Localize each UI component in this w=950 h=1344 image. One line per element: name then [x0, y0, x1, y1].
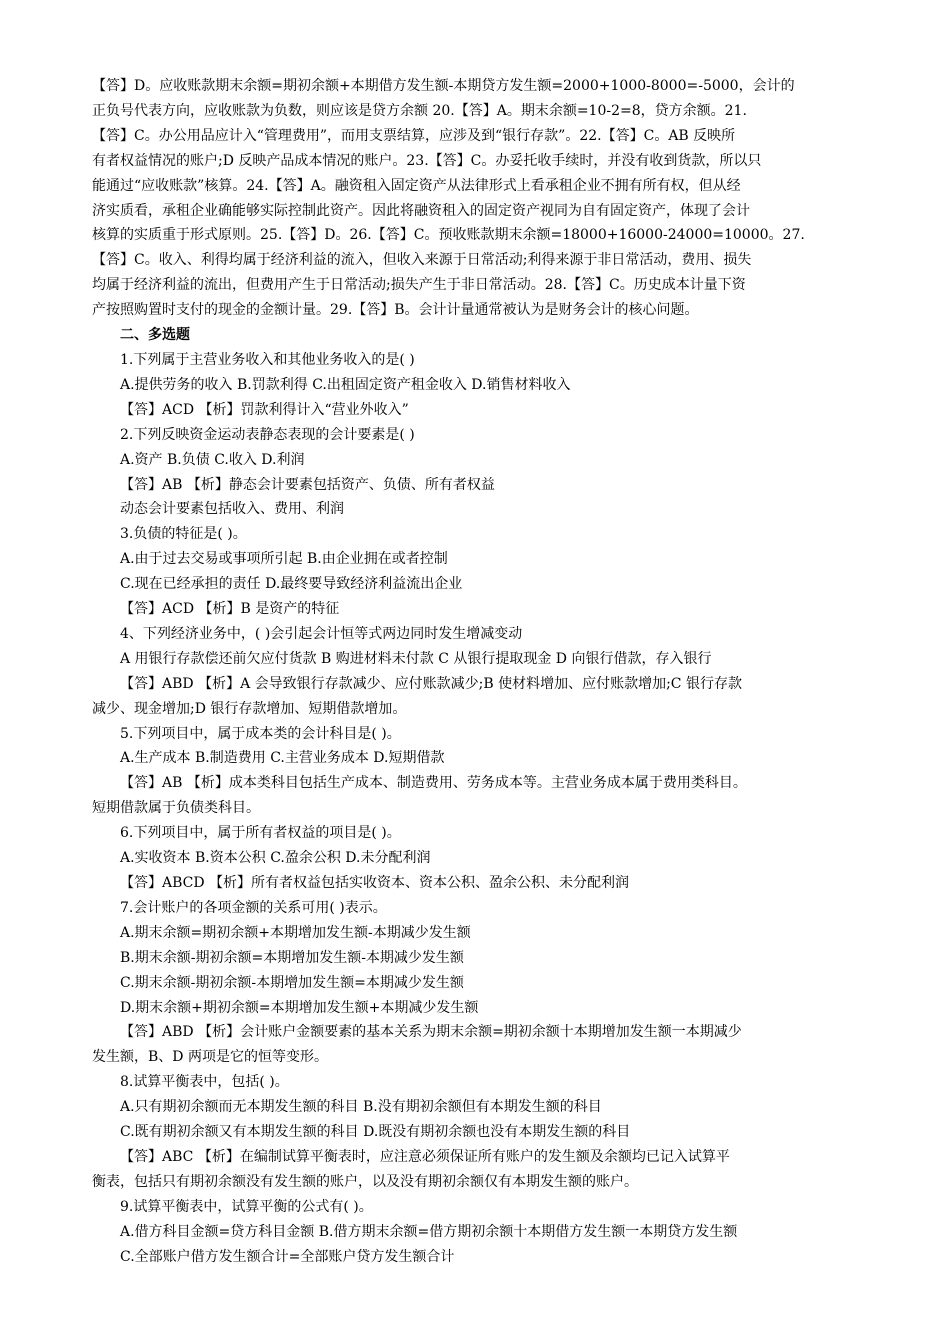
text-line: B.期末余额-期初余额=本期增加发生额-本期减少发生额 [120, 949, 464, 966]
text-line: A.只有期初余额而无本期发生额的科目 B.没有期初余额但有本期发生额的科目 [120, 1099, 602, 1116]
text-line: 发生额，B、D 两项是它的恒等变形。 [92, 1049, 328, 1066]
text-line: C.期末余额-期初余额-本期增加发生额=本期减少发生额 [120, 974, 464, 991]
text-line: C.既有期初余额又有本期发生额的科目 D.既没有期初余额也没有本期发生额的科目 [120, 1124, 631, 1141]
text-line: 正负号代表方向，应收账款为负数，则应该是贷方余额 20.【答】A。期末余额=10-2=8，贷方余额。21. [92, 102, 747, 119]
text-line: 3.负债的特征是( )。 [120, 526, 247, 543]
text-line: 1.下列属于主营业务收入和其他业务收入的是( ) [120, 351, 415, 368]
text-line: 能通过“应收账款”核算。24.【答】A。融资租入固定资产从法律形式上看承租企业不拥有所有权，但从经 [92, 177, 741, 194]
text-line: 4、下列经济业务中，( )会引起会计恒等式两边同时发生增减变动 [120, 625, 523, 642]
text-line: 【答】C。收入、利得均属于经济利益的流入，但收入来源于日常活动;利得来源于非日常活动，费用、损失 [92, 252, 752, 269]
text-line: 动态会计要素包括收入、费用、利润 [120, 501, 344, 518]
text-line: 【答】ABCD 【析】所有者权益包括实收资本、资本公积、盈余公积、未分配利润 [120, 875, 630, 891]
text-line: 【答】ABD 【析】会计账户金额要素的基本关系为期末余额=期初余额十本期增加发生额一本期减少 [120, 1024, 742, 1041]
text-line: 【答】ACD 【析】罚款利得计入“营业外收入” [120, 401, 409, 418]
text-line: 短期借款属于负债类科目。 [92, 800, 260, 817]
text-line: A.提供劳务的收入 B.罚款利得 C.出租固定资产租金收入 D.销售材料收入 [120, 376, 571, 393]
text-line: A.借方科目金额=贷方科目金额 B.借方期末余额=借方期初余额十本期借方发生额一本期贷方发生额 [120, 1223, 738, 1240]
text-line: 【答】AB 【析】静态会计要素包括资产、负债、所有者权益 [120, 476, 495, 493]
text-line: A.由于过去交易或事项所引起 B.由企业拥在或者控制 [120, 551, 448, 568]
text-line: 2.下列反映资金运动表静态表现的会计要素是( ) [120, 426, 415, 443]
text-line: C.现在已经承担的责任 D.最终要导致经济利益流出企业 [120, 576, 463, 593]
text-line: 核算的实质重于形式原则。25.【答】D。26.【答】C。预收账款期末余额=18000+16000-24000=10000。27. [92, 227, 805, 244]
text-line: A.生产成本 B.制造费用 C.主营业务成本 D.短期借款 [120, 750, 445, 767]
text-line: 9.试算平衡表中，试算平衡的公式有( )。 [120, 1198, 373, 1215]
text-line: 6.下列项目中，属于所有者权益的项目是( )。 [120, 825, 401, 842]
text-line: A 用银行存款偿还前欠应付货款 B 购进材料未付款 C 从银行提取现金 D 向银行借款，存入银行 [120, 650, 712, 667]
text-line: D.期末余额+期初余额=本期增加发生额+本期减少发生额 [120, 999, 479, 1016]
text-line: 均属于经济利益的流出，但费用产生于日常活动;损失产生于非日常活动。28.【答】C。历史成本计量下资 [92, 277, 746, 294]
text-line: 【答】ACD 【析】B 是资产的特征 [120, 601, 340, 618]
text-line: A.实收资本 B.资本公积 C.盈余公积 D.未分配利润 [120, 850, 431, 867]
text-line: C.全部账户借方发生额合计=全部账户贷方发生额合计 [120, 1248, 455, 1265]
text-line: 有者权益情况的账户;D 反映产品成本情况的账户。23.【答】C。办妥托收手续时，并没有收到货款，所以只 [92, 152, 762, 169]
text-line: 【答】AB 【析】成本类科目包括生产成本、制造费用、劳务成本等。主营业务成本属于费用类科目。 [120, 775, 747, 792]
text-line: A.资产 B.负债 C.收入 D.利润 [120, 451, 305, 468]
text-line: 【答】ABD 【析】A 会导致银行存款减少、应付账款减少;B 使材料增加、应付账款增加;C 银行存款 [120, 675, 742, 692]
text-line: 减少、现金增加;D 银行存款增加、短期借款增加。 [92, 700, 407, 717]
text-line: 5.下列项目中，属于成本类的会计科目是( )。 [120, 725, 401, 742]
text-line: 【答】ABC 【析】在编制试算平衡表时，应注意必须保证所有账户的发生额及余额均已记入试算平 [120, 1148, 730, 1165]
text-line: 产按照购置时支付的现金的金额计量。29.【答】B。会计计量通常被认为是财务会计的核心问题。 [92, 302, 699, 319]
text-line: 衡表，包括只有期初余额没有发生额的账户，以及没有期初余额仅有本期发生额的账户。 [92, 1173, 638, 1190]
text-line: 【答】D。应收账款期末余额=期初余额+本期借方发生额-本期贷方发生额=2000+1000-8000=-5000，会计的 [92, 78, 795, 94]
text-line: 济实质看，承租企业确能够实际控制此资产。因此将融资租入的固定资产视同为自有固定资产，体现了会计 [92, 202, 750, 219]
section-heading: 二、多选题 [120, 327, 190, 344]
text-line: 8.试算平衡表中，包括( )。 [120, 1074, 289, 1091]
text-line: A.期末余额=期初余额+本期增加发生额-本期减少发生额 [120, 924, 471, 941]
text-line: 7.会计账户的各项金额的关系可用( )表示。 [120, 899, 387, 916]
text-line: 【答】C。办公用品应计入“管理费用”，而用支票结算，应涉及到“银行存款”。22.【答】C。AB 反映所 [92, 127, 736, 144]
